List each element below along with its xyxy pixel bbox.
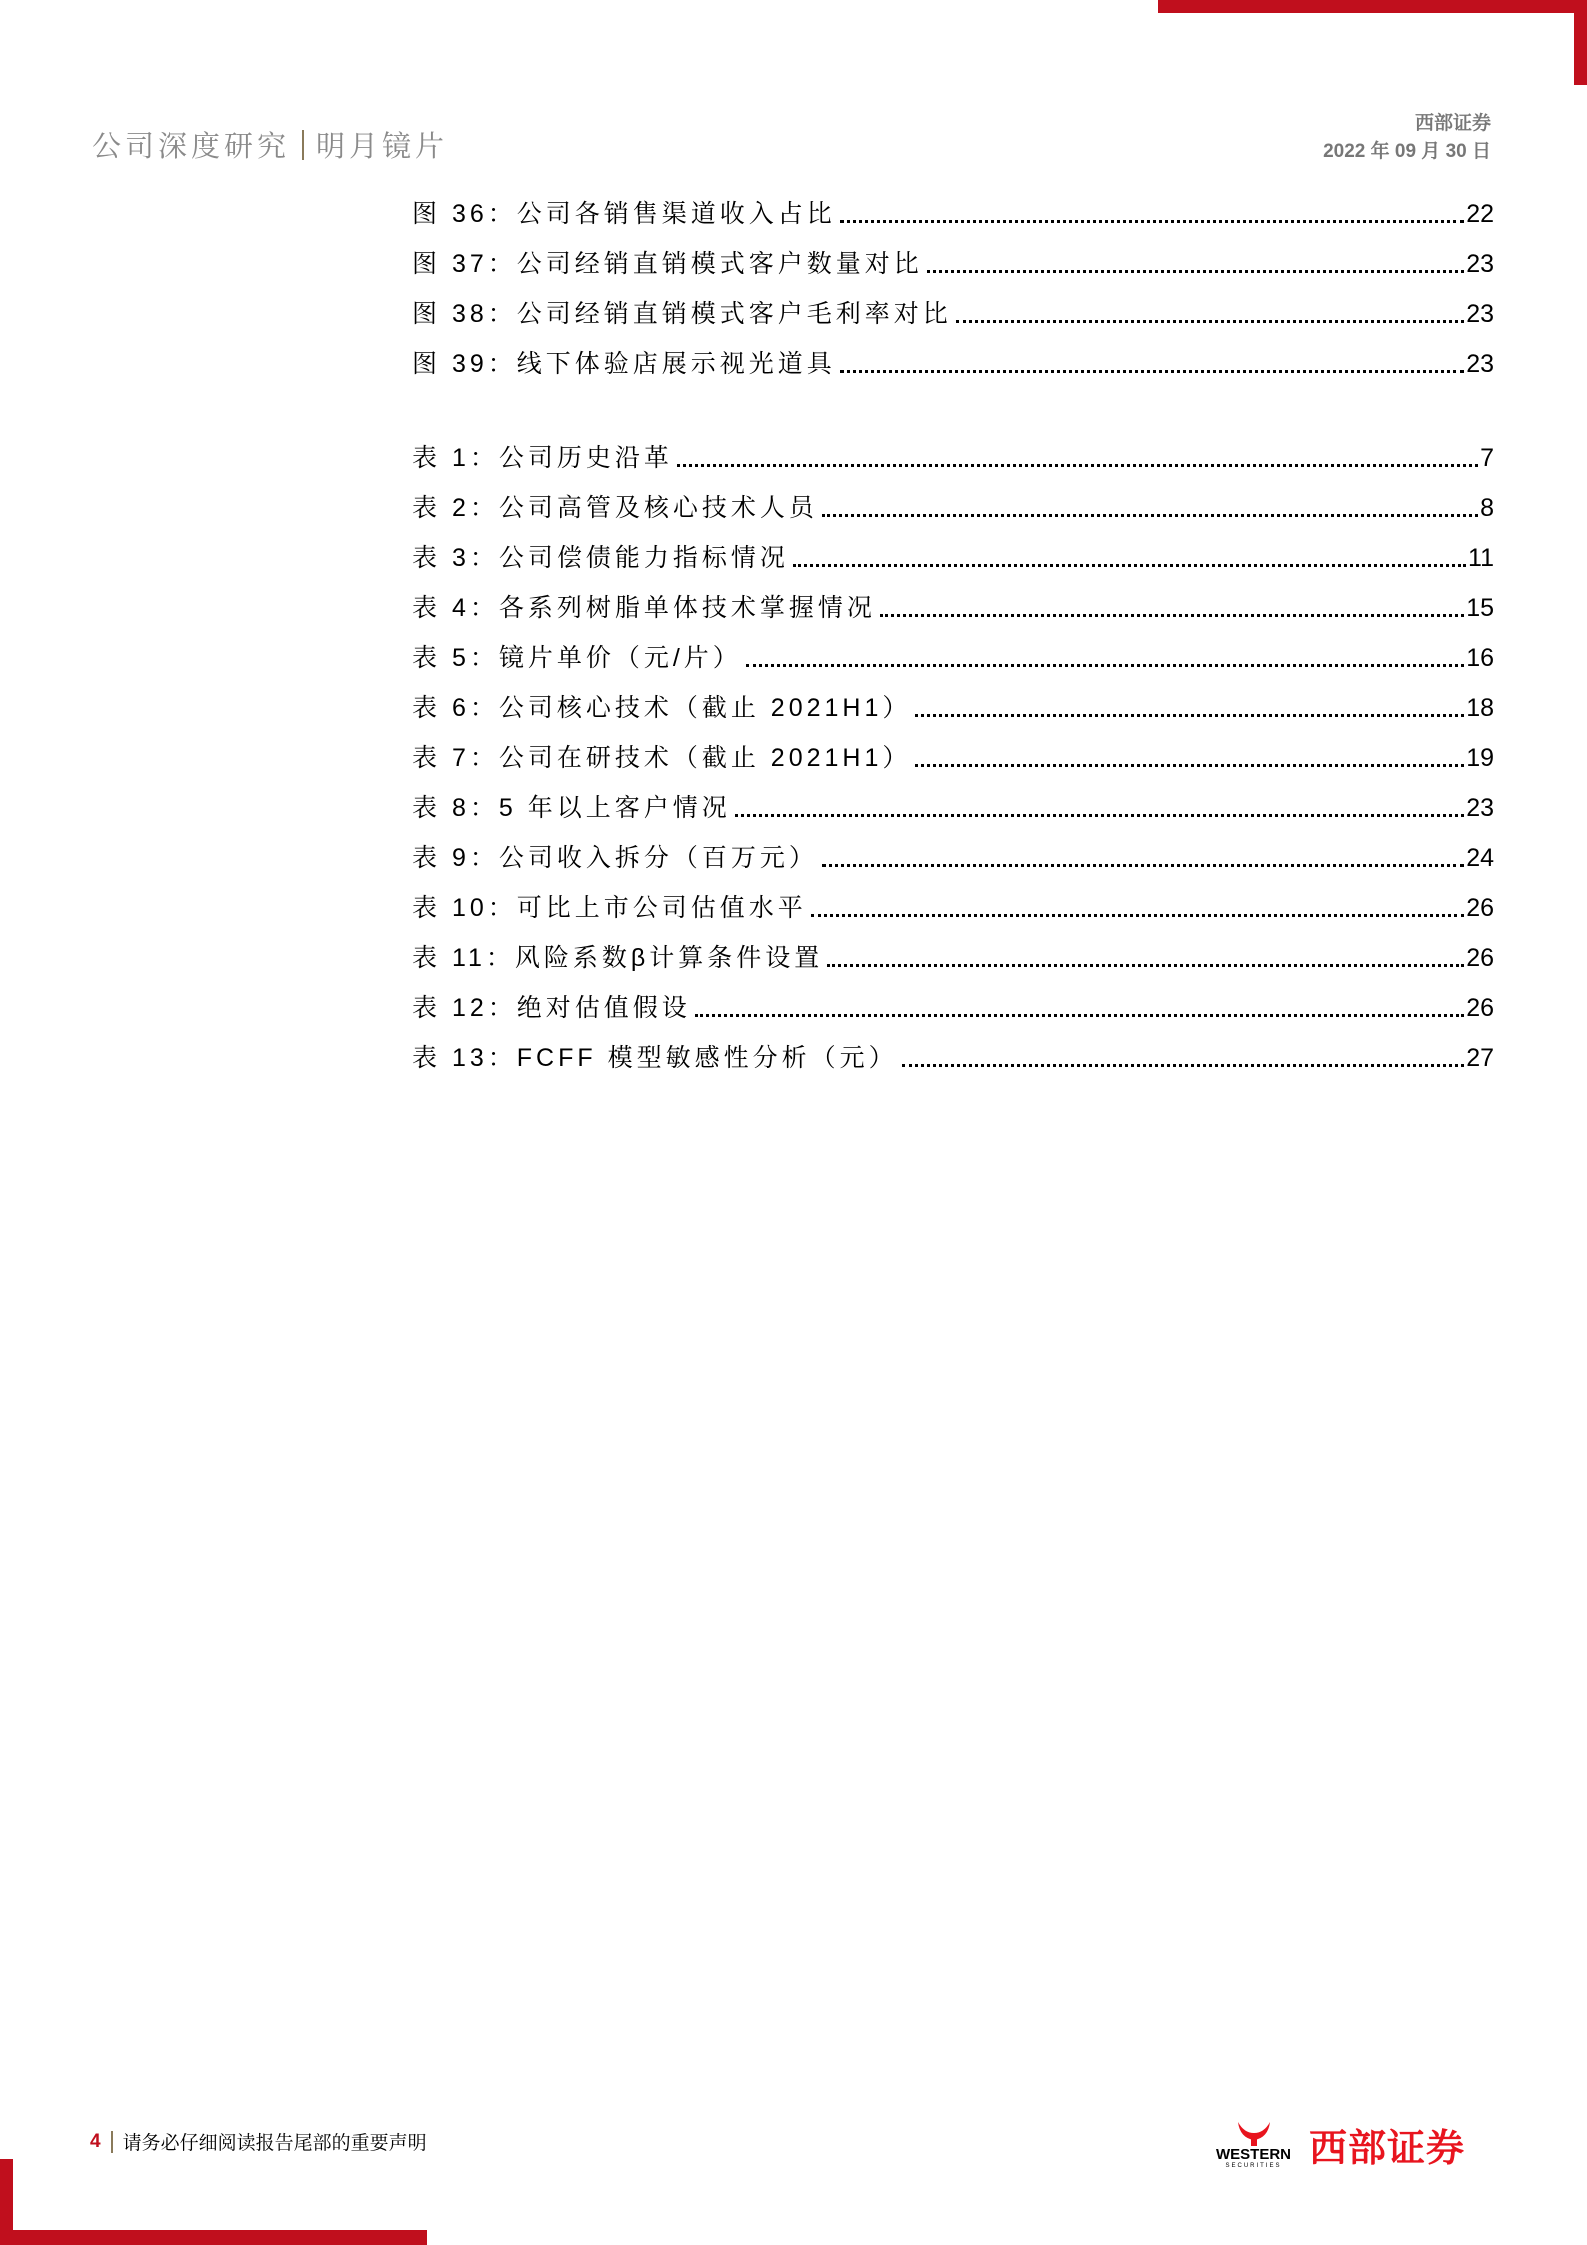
toc-leader-dots	[793, 564, 1466, 567]
page-number: 4	[90, 2130, 101, 2152]
toc-figure-entry[interactable]	[412, 247, 1494, 281]
toc-entry-page: 18	[1466, 694, 1494, 722]
toc-entry-page: 15	[1466, 594, 1494, 622]
toc-entry-page: 8	[1480, 494, 1494, 522]
toc-entry-label: 表 1：公司历史沿革	[412, 444, 673, 472]
footer	[90, 2128, 427, 2155]
toc-entry-page: 23	[1466, 250, 1494, 278]
header-company: 明月镜片	[316, 129, 449, 163]
toc-leader-dots	[902, 1064, 1465, 1067]
toc-leader-dots	[840, 370, 1464, 373]
toc-entry-page: 22	[1466, 200, 1494, 228]
toc-table-entry[interactable]	[412, 541, 1494, 575]
toc-entry-page: 27	[1466, 1044, 1494, 1072]
toc-entry-label: 图 36：公司各销售渠道收入占比	[412, 200, 836, 228]
toc-table-entry[interactable]	[412, 491, 1494, 525]
toc-table-entry[interactable]	[412, 591, 1494, 625]
toc-leader-dots	[822, 864, 1464, 867]
toc-entry-page: 23	[1466, 350, 1494, 378]
toc-entry-label: 表 10：可比上市公司估值水平	[412, 894, 807, 922]
toc-table-entry[interactable]	[412, 891, 1494, 925]
logo-en: WESTERN	[1216, 2146, 1291, 2163]
company-logo	[1216, 2117, 1465, 2172]
toc-leader-dots	[811, 914, 1464, 917]
toc-entry-label: 图 37：公司经销直销模式客户数量对比	[412, 250, 923, 278]
toc-entry-page: 24	[1466, 844, 1494, 872]
toc-entry-page: 19	[1466, 744, 1494, 772]
toc-table-entry[interactable]	[412, 641, 1494, 675]
toc-entry-label: 表 13：FCFF 模型敏感性分析（元）	[412, 1044, 898, 1072]
toc-leader-dots	[827, 964, 1464, 967]
toc-figure-entry[interactable]	[412, 347, 1494, 381]
logo-en-sub: SECURITIES	[1225, 2163, 1282, 2169]
logo-emblem	[1216, 2120, 1291, 2169]
toc-leader-dots	[956, 320, 1464, 323]
header-divider	[302, 130, 304, 160]
toc-table-entry[interactable]	[412, 441, 1494, 475]
top-accent-bar-vertical	[1574, 0, 1587, 85]
toc-leader-dots	[695, 1014, 1464, 1017]
toc-entry-page: 11	[1468, 544, 1494, 572]
toc-entry-label: 表 7：公司在研技术（截止 2021H1）	[412, 744, 912, 772]
toc-table-entry[interactable]	[412, 791, 1494, 825]
toc-entry-label: 表 9：公司收入拆分（百万元）	[412, 844, 818, 872]
logo-cn: 西部证券	[1309, 2126, 1466, 2170]
toc-entry-label: 图 38：公司经销直销模式客户毛利率对比	[412, 300, 952, 328]
toc-entry-label: 表 6：公司核心技术（截止 2021H1）	[412, 694, 912, 722]
toc-leader-dots	[915, 764, 1464, 767]
toc-table-entry[interactable]	[412, 941, 1494, 975]
toc-figure-entry[interactable]	[412, 297, 1494, 331]
bottom-accent-bar	[0, 2230, 427, 2245]
toc-leader-dots	[880, 614, 1464, 617]
toc-figure-entry[interactable]	[412, 197, 1494, 231]
toc-entry-label: 表 3：公司偿债能力指标情况	[412, 544, 789, 572]
toc-entry-page: 16	[1466, 644, 1494, 672]
toc-entry-label: 表 5：镜片单价（元/片）	[412, 644, 742, 672]
toc-leader-dots	[915, 714, 1464, 717]
toc-entry-page: 23	[1466, 300, 1494, 328]
toc-leader-dots	[735, 814, 1464, 817]
header-section: 公司深度研究	[92, 129, 291, 163]
bull-horns-icon	[1234, 2120, 1274, 2146]
toc-leader-dots	[840, 220, 1464, 223]
toc-entry-label: 表 8：5 年以上客户情况	[412, 794, 731, 822]
toc-entry-page: 7	[1480, 444, 1494, 472]
header-date: 2022 年 09 月 30 日	[1323, 141, 1491, 162]
toc-entry-label: 表 11：风险系数β计算条件设置	[412, 944, 824, 972]
toc-leader-dots	[822, 514, 1478, 517]
toc-entry-label: 表 2：公司高管及核心技术人员	[412, 494, 818, 522]
footer-disclaimer: 请务必仔细阅读报告尾部的重要声明	[122, 2132, 427, 2154]
toc-table-entry[interactable]	[412, 991, 1494, 1025]
toc-entry-page: 26	[1466, 994, 1494, 1022]
header-title	[92, 124, 448, 165]
toc-entry-page: 26	[1466, 894, 1494, 922]
toc-entry-label: 表 12：绝对估值假设	[412, 994, 691, 1022]
toc-table-entry[interactable]	[412, 841, 1494, 875]
toc-entry-label: 图 39：线下体验店展示视光道具	[412, 350, 836, 378]
toc-table-entry[interactable]	[412, 741, 1494, 775]
toc-entry-label: 表 4：各系列树脂单体技术掌握情况	[412, 594, 876, 622]
footer-divider	[111, 2131, 113, 2153]
toc-leader-dots	[677, 464, 1478, 467]
toc-leader-dots	[746, 664, 1464, 667]
header-brand: 西部证券	[1414, 112, 1491, 134]
toc-table-entry[interactable]	[412, 691, 1494, 725]
table-of-contents	[412, 0, 1494, 1100]
toc-entry-page: 26	[1466, 944, 1494, 972]
toc-leader-dots	[927, 270, 1464, 273]
toc-entry-page: 23	[1466, 794, 1494, 822]
toc-table-entry[interactable]	[412, 1041, 1494, 1075]
